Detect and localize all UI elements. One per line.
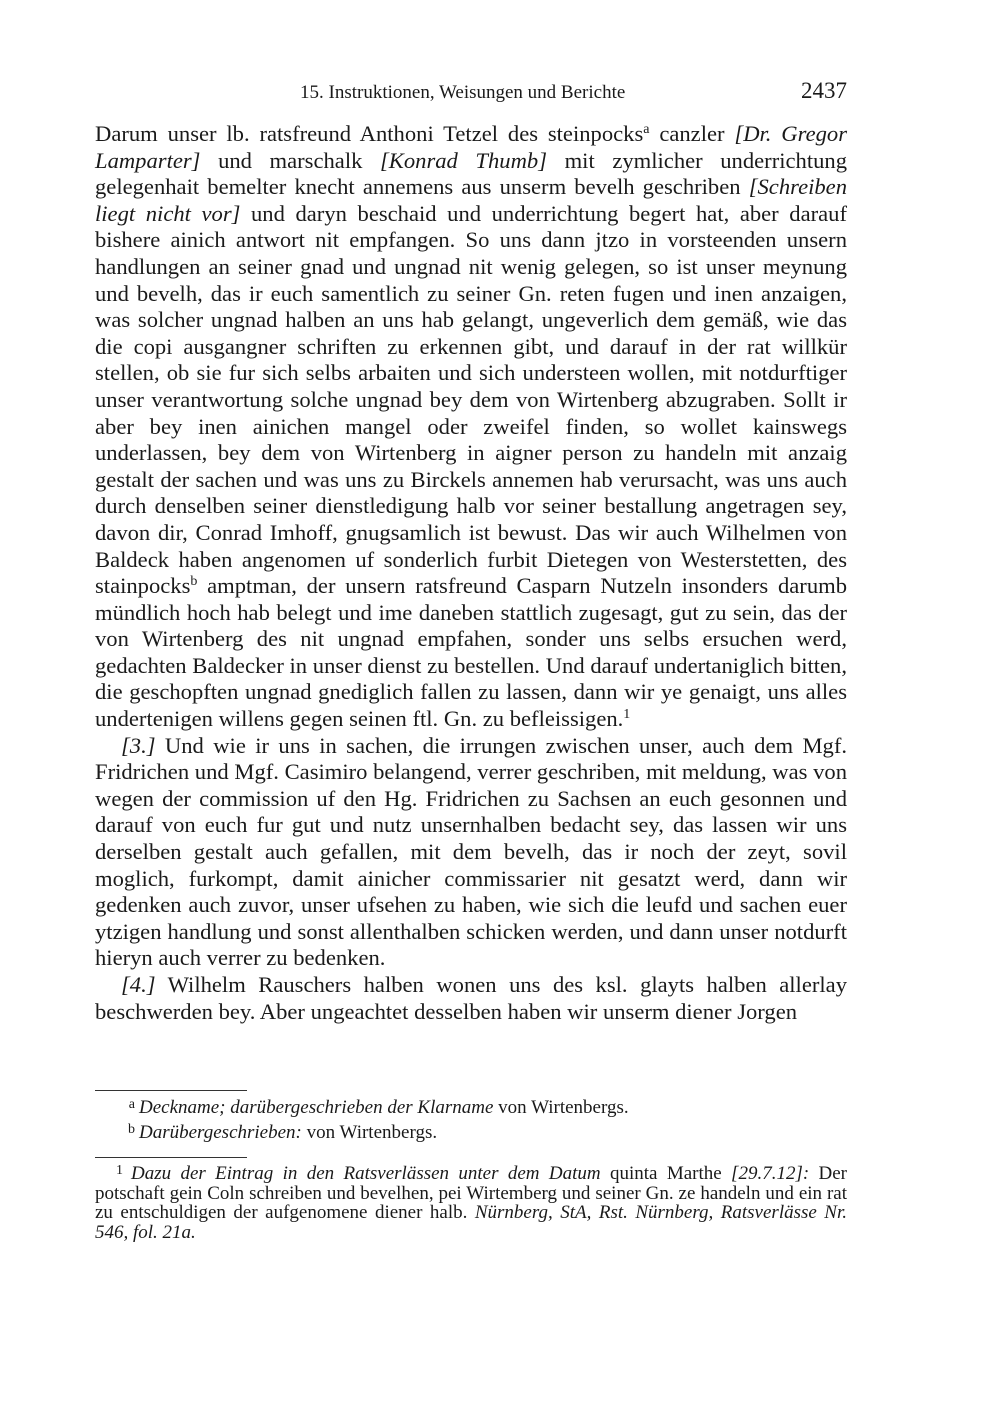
running-head (95, 80, 847, 110)
apparatus-ref-a: a (643, 122, 650, 137)
apparatus-note-a: a Deckname; darübergeschrieben der Klarname von Wirtenbergs. (128, 1097, 629, 1118)
note-italic: [29.7.12]: (731, 1163, 810, 1184)
editorial-insert: [Schreiben liegt nicht vor] (95, 174, 847, 226)
text-run: und daryn beschaid und underrichtung begert hat, aber darauf bishere ainich antwort nit empfangen. So uns dann jtzo in vorsteenden unsern handlungen an seiner gnad und ungnad nit wenig gelegen, so ist unser meynung und bevelh, das ir euch samentlich zu seiner Gn. reten fugen und inen anzaigen, was solcher ungnad halben an uns hab gelangt, ungeverlich dem gemäß, wie das die copi ausgangner schriften zu erkennen gibt, und darauf in der rat willkür stellen, ob sie fur sich selbs arbaiten und sich understeen wollen, mit notdurftiger unser verantwortung solche ungnad bey dem von Wirtenberg abzugraben. Sollt ir aber bey inen ainichen mangel oder zweifel finden, so wollet kainswegs underlassen, bey dem von Wirtenberg in aigner person zu handeln mit anzaig gestalt der sachen und was uns zu Birckels annemen hab verursacht, was uns auch durch denselben seiner dienstledigung halb vor seiner bestallung angetragen sey, davon dir, Conrad Imhoff, gnugsamlich ist bewust. Das wir auch Wilhelmen von Baldeck haben angenomen uf sonderlich furbit Dietegen von Westerstetten, des stainpocks (95, 200, 847, 599)
note-italic: Darübergeschrieben: (139, 1122, 302, 1143)
text-run: amptman, der unsern ratsfreund Casparn Nutzeln insonders darumb mündlich hoch hab belegt und ime daneben stattlich zugesagt, gut zu sein, das der von Wirtenberg des nit ungnad empfahen, sonder uns selbs ersuchen werd, gedachten Baldecker in unser dienst zu bestellen. Und darauf undertaniglich bitten, die geschopften ungnad gnediglich fallen zu lassen, dann wir ye genaigt, uns alles undertenigen willens gegen seinen ftl. Gn. zu befleissigen. (95, 573, 847, 732)
text-run: Und wie ir uns in sachen, die irrungen zwischen unser, auch dem Mgf. Fridrichen und Mgf. Casimiro belangend, verrer geschriben, mit meldung, was von wegen der commission uf den Hg. Fridrichen zu Sachsen an euch gesonnen und darauf von euch fur gut und nutz unsernhalben bedacht sey, das lassen wir uns derselben gestalt auch gefallen, mit dem bevelh, das ir noch der zeyt, sovil moglich, furkompt, damit ainicher commissarier nit gesatzt werd, dann wir gedenken auch zuvor, unser ufsehen zu haben, wie sich die leufd und sachen euer ytzigen handlung und sonst allenthalben schicken werden, und dann unser notdurft hieryn auch verrer zu bedenken. (95, 732, 847, 971)
apparatus-note-b: b Darübergeschrieben: von Wirtenbergs. (128, 1122, 438, 1143)
apparatus-ref-b: b (190, 574, 198, 590)
note-italic: Deckname; darübergeschrieben der Klarname (139, 1097, 494, 1118)
section-number: [4.] (121, 972, 156, 997)
note-source: Nürnberg, StA, Rst. Nürnberg, Ratsverlässe Nr. 546, fol. 21a. (95, 1202, 848, 1243)
main-text (95, 121, 847, 1025)
editorial-insert: [Konrad Thumb] (380, 147, 548, 173)
text-run: Wilhelm Rauschers halben wonen uns des ksl. glayts halben allerlay beschwerden bey. Aber ungeachtet desselben haben wir unserm diener Jorgen (95, 972, 847, 1024)
paragraph-4 (95, 972, 847, 1025)
footnote-ref-1: 1 (623, 707, 631, 723)
section-number: [3.] (121, 732, 156, 758)
page-number: 2437 (801, 78, 847, 103)
note-text: von Wirtenbergs. (493, 1097, 629, 1118)
note-text: von Wirtenbergs. (301, 1122, 438, 1143)
note-text: Der potschaft gein Coln schreiben und bevelhen, pei Wirtemberg und seiner Gn. ze handeln und ein rat zu entschuldigen der aufgenomene diener halb. (95, 1163, 848, 1223)
running-head-title: 15. Instruktionen, Weisungen und Berichte (300, 82, 626, 103)
paragraph-3 (95, 733, 847, 972)
text-run: mit zymlicher underrichtung gelegenhait bemelter knecht annemens aus unserm bevelh geschriben (95, 147, 847, 200)
note-italic: Dazu der Eintrag in den Ratsverlässen unter dem Datum (131, 1163, 601, 1184)
note-text: quinta Marthe (600, 1163, 732, 1184)
apparatus-divider (95, 1090, 247, 1091)
editorial-insert: [Dr. Gregor Lamparter] (95, 121, 847, 173)
paragraph-2 (95, 121, 847, 733)
footnote-1: 1 Dazu der Eintrag in den Ratsverlässen unter dem Datum quinta Marthe [29.7.12]: Der potschaft gein Coln schreiben und bevelhen, pei Wirtemberg und seiner Gn. ze handeln und ein rat zu entschuldigen der aufgenomene diener halb. Nürnberg, StA, Rst. Nürnberg, Ratsverlässe Nr. 546, fol. 21a. (95, 1163, 848, 1243)
text-run: Darum unser lb. ratsfreund Anthoni Tetzel des steinpocks (95, 121, 644, 146)
text-run: und marschalk (200, 147, 380, 173)
text-run: canzler (649, 121, 735, 146)
footnote-divider (95, 1157, 247, 1158)
